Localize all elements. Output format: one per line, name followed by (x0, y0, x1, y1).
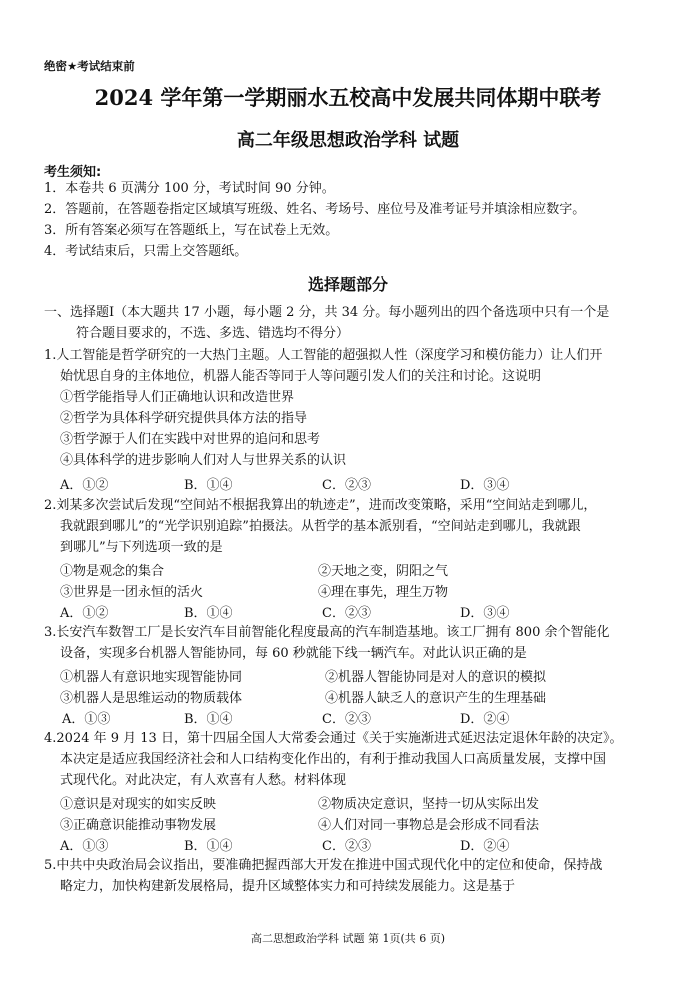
choice-b: B．①④ (184, 606, 233, 621)
statement: ②机器人智能协同是对人的意识的模拟 (325, 670, 547, 685)
note-item: 4．考试结束后，只需上交答题纸。 (44, 244, 248, 259)
statement: ③哲学源于人们在实践中对世界的追问和思考 (60, 432, 321, 447)
choice-c: C．②③ (322, 712, 371, 727)
choice-c: C．②③ (322, 478, 371, 493)
notes-heading: 考生须知: (44, 165, 102, 180)
note-item: 3．所有答案必须写在答题纸上，写在试卷上无效。 (44, 223, 339, 238)
question-stem: 式现代化。对此决定，有人欢喜有人愁。材料体现 (60, 773, 347, 788)
choice-b: B．①④ (184, 712, 233, 727)
question-stem: 2.刘某多次尝试后发现“空间站不根据我算出的轨迹走”，进而改变策略，采用“空间站走到哪儿， (44, 498, 597, 513)
statement: ③正确意识能推动事物发展 (60, 818, 217, 833)
note-item: 1．本卷共 6 页满分 100 分，考试时间 90 分钟。 (44, 181, 335, 196)
statement: ④机器人缺乏人的意识产生的生理基础 (325, 691, 547, 706)
confidential-label: 绝密★考试结束前 (44, 59, 135, 73)
question-stem: 5.中共中央政治局会议指出，要准确把握西部大开发在推进中国式现代化中的定位和使命，保持战 (44, 858, 603, 873)
choice-d: D．③④ (460, 606, 510, 621)
instruction-line: 一、选择题Ⅰ（本大题共 17 小题，每小题 2 分，共 34 分。每小题列出的四个备选项中只有一个是 (44, 305, 610, 320)
statement: ④人们对同一事物总是会形成不同看法 (318, 818, 540, 833)
choice-a: A．①② (60, 606, 109, 621)
statement: ①机器人有意识地实现智能协同 (60, 670, 243, 685)
question-stem: 1.人工智能是哲学研究的一大热门主题。人工智能的超强拟人性（深度学习和模仿能力）让人们开 (44, 348, 603, 363)
question-stem: 略定力，加快构建新发展格局，提升区域整体实力和可持续发展能力。这是基于 (60, 879, 516, 894)
question-stem: 我就跟到哪儿”的“光学识别追踪”拍摄法。从哲学的基本派别看，“空间站走到哪儿，我就跟 (60, 519, 581, 534)
statement: ③机器人是思维运动的物质载体 (60, 691, 243, 706)
choice-c: C．②③ (322, 606, 371, 621)
exam-subtitle: 高二年级思想政治学科 试题 (236, 130, 460, 151)
statement: ③世界是一团永恒的活火 (60, 585, 204, 600)
choice-d: D．③④ (460, 478, 510, 493)
statement: ①物是观念的集合 (60, 564, 165, 579)
statement: ④具体科学的进步影响人们对人与世界关系的认识 (60, 453, 347, 468)
choice-d: D．②④ (460, 712, 510, 727)
choice-a: A．①② (60, 478, 109, 493)
statement: ②哲学为具体科学研究提供具体方法的指导 (60, 411, 308, 426)
choice-b: B．①④ (184, 478, 233, 493)
statement: ①意识是对现实的如实反映 (60, 797, 217, 812)
question-stem: 本决定是适应我国经济社会和人口结构变化作出的，有利于推动我国人口高质量发展，支撑中国 (60, 752, 607, 767)
choice-d: D．②④ (460, 839, 510, 854)
statement: ②物质决定意识，坚持一切从实际出发 (318, 797, 540, 812)
instruction-line: 符合题目要求的，不选、多选、错选均不得分） (76, 326, 350, 341)
question-stem: 到哪儿”与下列选项一致的是 (60, 540, 223, 555)
section-title: 选择题部分 (307, 275, 388, 294)
choice-a: A．①③ (62, 712, 111, 727)
statement: ④理在事先，理生万物 (318, 585, 449, 600)
choice-b: B．①④ (184, 839, 233, 854)
statement: ②天地之变，阴阳之气 (318, 564, 449, 579)
question-stem: 设备，实现多台机器人智能协同，每 60 秒就能下线一辆汽车。对此认识正确的是 (60, 646, 527, 661)
question-stem: 3.长安汽车数智工厂是长安汽车目前智能化程度最高的汽车制造基地。该工厂拥有 800 余个智能化 (44, 625, 610, 640)
choice-c: C．②③ (322, 839, 371, 854)
choice-a: A．①③ (60, 839, 109, 854)
question-stem: 始忧思自身的主体地位，机器人能否等同于人等问题引发人们的关注和讨论。这说明 (60, 369, 542, 384)
note-item: 2．答题前，在答题卷指定区域填写班级、姓名、考场号、座位号及准考证号并填涂相应数字。 (44, 202, 586, 217)
exam-title: 2024 学年第一学期丽水五校高中发展共同体期中联考 (94, 85, 602, 110)
statement: ①哲学能指导人们正确地认识和改造世界 (60, 390, 295, 405)
question-stem: 4.2024 年 9 月 13 日，第十四届全国人大常委会通过《关于实施渐进式延迟法定退休年龄的决定》。 (44, 731, 623, 746)
page-footer: 高二思想政治学科 试题 第 1页(共 6 页) (250, 932, 446, 945)
